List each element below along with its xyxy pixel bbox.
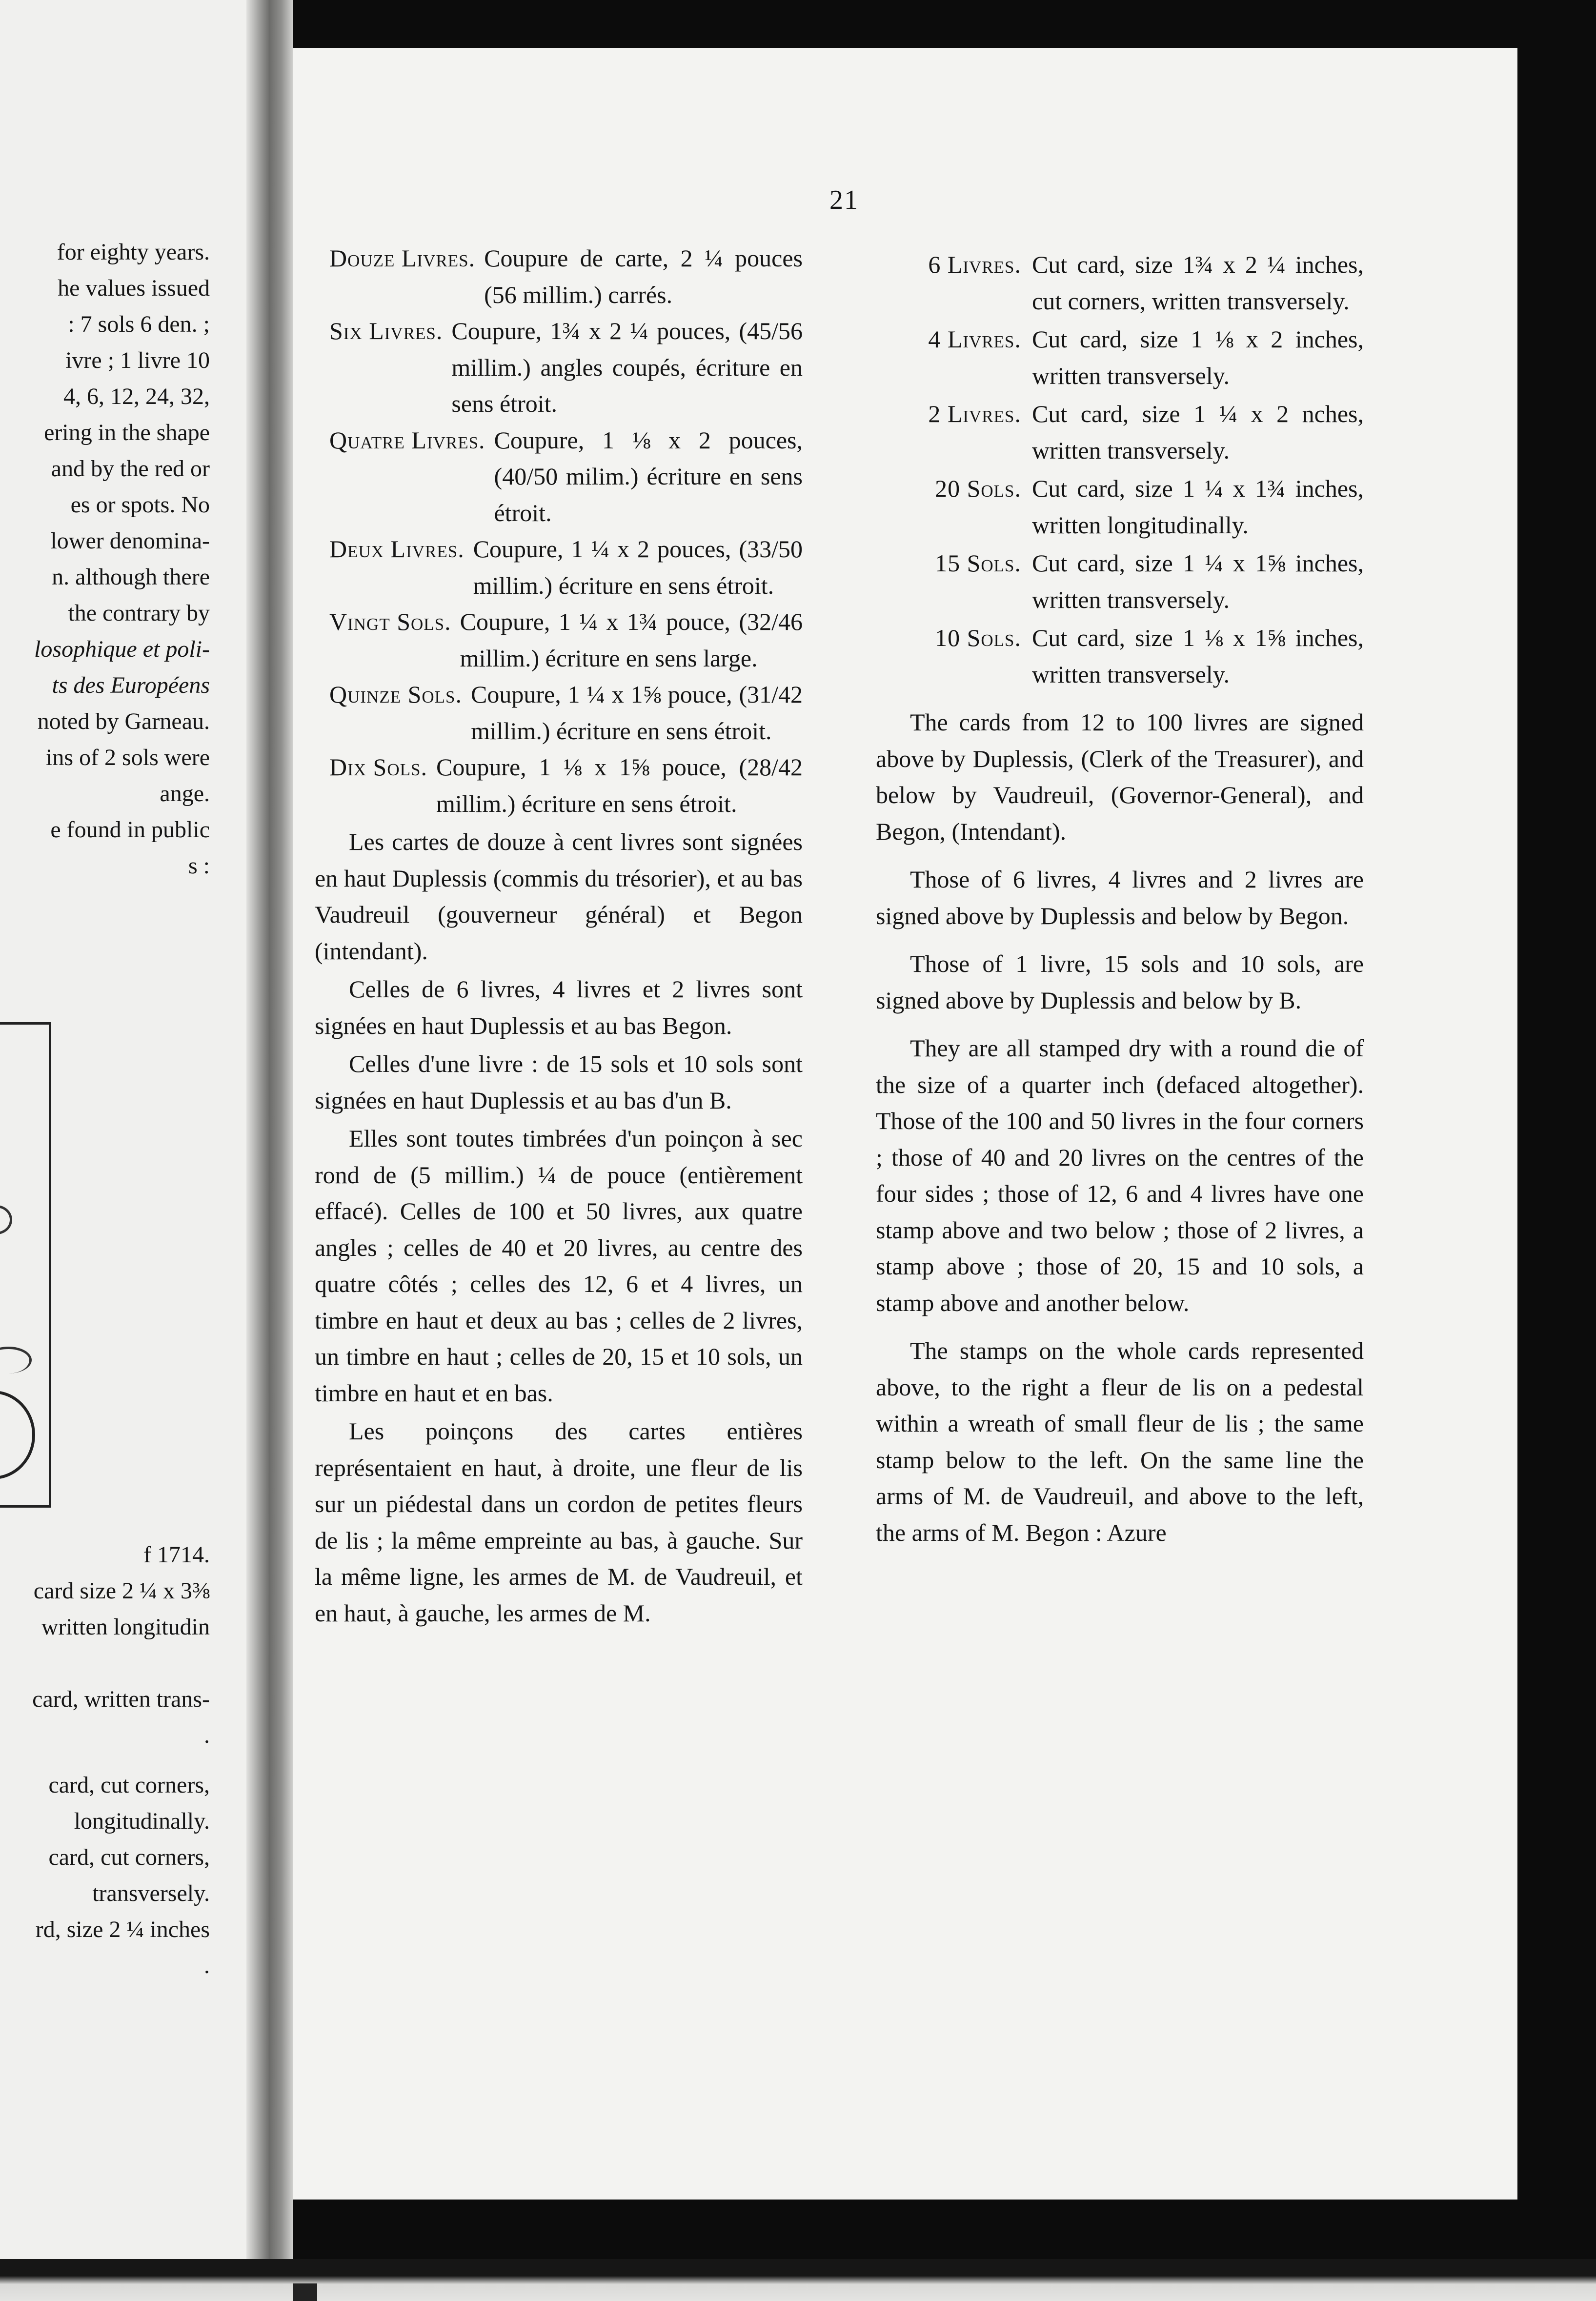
denomination-text: Coupure, 1 ¼ x 2 pouces, (33/50 millim.) écriture en sens étroit.: [473, 535, 803, 599]
denomination-label: 20 Sols.: [935, 475, 1021, 502]
french-column: [315, 240, 803, 1631]
paragraph: Les cartes de douze à cent livres sont signées en haut Duplessis (commis du trésorier), et au bas Vaudreuil (gouverneur général) et Begon (intendant).: [315, 828, 803, 965]
fragment-line: ivre ; 1 livre 10: [65, 347, 210, 373]
fragment-line: rd, size 2 ¼ inches: [35, 1917, 210, 1942]
denomination-text: Coupure, 1 ¼ x 1⅝ pouce, (31/42 millim.) écriture en sens étroit.: [471, 681, 803, 745]
fragment-line: card, cut corners,: [48, 1844, 210, 1870]
paragraph: Celles de 6 livres, 4 livres et 2 livres sont signées en haut Duplessis et au bas Begon.: [315, 975, 803, 1039]
denomination-label: 2 Livres.: [928, 400, 1021, 427]
fragment-line: longitudinally.: [74, 1808, 210, 1834]
fragment-line: s :: [188, 853, 210, 879]
denomination-text: Cut card, size 1¾ x 2 ¼ inches, cut corners, written transversely.: [1032, 251, 1364, 315]
denomination-text: Coupure, 1 ⅛ x 2 pouces, (40/50 milim.) écriture en sens étroit.: [494, 426, 803, 526]
fragment-line: card, written trans-: [32, 1686, 210, 1712]
fragment-line: card size 2 ¼ x 3⅜: [33, 1578, 210, 1604]
paragraph: Elles sont toutes timbrées d'un poinçon à sec rond de (5 millim.) ¼ de pouce (entièrement effacé). Celles de 100 et 50 livres, aux quatre angles ; celles de 40 et 20 livres, au centre des quatre côtés ; celles des 12, 6 et 4 livres, un timbre en haut et deux au bas ; celles de 2 livres, un timbre en haut ; celles de 20, 15 et 10 sols, un timbre en haut et en bas.: [315, 1125, 803, 1407]
denomination-label: Douze Livres.: [329, 244, 476, 272]
fragment-line: card, cut corners,: [48, 1772, 210, 1798]
fragment-line: ins of 2 sols were: [46, 745, 210, 770]
fragment-line: transversely.: [92, 1880, 210, 1906]
english-column: [876, 246, 1364, 1551]
denomination-text: Cut card, size 1 ⅛ x 1⅝ inches, written transversely.: [1032, 624, 1364, 688]
paragraph: Those of 1 livre, 15 sols and 10 sols, are signed above by Duplessis and below by B.: [876, 950, 1364, 1014]
fragment-line: .: [204, 1722, 210, 1748]
denomination-label: Deux Livres.: [329, 535, 465, 563]
page-number: 21: [829, 185, 859, 215]
fragment-line: e found in public: [50, 817, 210, 843]
denomination-entry: [329, 422, 803, 531]
fragment-line: ange.: [160, 781, 210, 807]
paragraph: Les poinçons des cartes entières représentaient en haut, à droite, une fleur de lis sur un piédestal dans un cordon de petites fleurs de lis ; la même empreinte au bas, à gauche. Sur la même ligne, les armes de M. de Vaudreuil, et en haut, à gauche, les armes de M.: [315, 1417, 803, 1627]
denomination-label: Quinze Sols.: [329, 681, 463, 708]
fragment-line: losophique et poli-: [34, 636, 210, 662]
fragment-line: lower denomina-: [50, 528, 210, 554]
denomination-entry: [876, 620, 1364, 692]
denomination-label: Quatre Livres.: [329, 426, 485, 454]
denomination-entry: [876, 246, 1364, 319]
paragraph: The stamps on the whole cards represented above, to the right a fleur de lis on a pedestal within a wreath of small fleur de lis ; the same stamp below to the left. On the same line the arms of M. de Vaudreuil, and above to the left, the arms of M. Begon : Azure: [876, 1337, 1364, 1546]
fragment-line: ering in the shape: [44, 420, 210, 445]
denomination-entry: [876, 470, 1364, 543]
denomination-entry: [876, 545, 1364, 618]
denomination-text: Coupure, 1 ⅛ x 1⅝ pouce, (28/42 millim.) écriture en sens étroit.: [436, 753, 803, 817]
fragment-line: written longitudin: [41, 1614, 210, 1640]
denomination-entry: [876, 396, 1364, 468]
paragraph: Those of 6 livres, 4 livres and 2 livres are signed above by Duplessis and below by Begon.: [876, 866, 1364, 929]
fragment-line: es or spots. No: [70, 492, 210, 518]
denomination-entry: [876, 321, 1364, 394]
paragraph: Celles d'une livre : de 15 sols et 10 sols sont signées en haut Duplessis et au bas d'un B.: [315, 1050, 803, 1114]
denomination-text: Cut card, size 1 ¼ x 2 nches, written transversely.: [1032, 400, 1364, 464]
scan-background: [1517, 0, 1596, 2301]
fragment-line: ts des Européens: [52, 672, 210, 698]
denomination-text: Cut card, size 1 ¼ x 1¾ inches, written longitudinally.: [1032, 475, 1364, 539]
fragment-line: .: [204, 1953, 210, 1978]
next-page-gutter: [293, 2283, 317, 2301]
denomination-text: Cut card, size 1 ¼ x 1⅝ inches, written transversely.: [1032, 549, 1364, 613]
fragment-line: for eighty years.: [57, 239, 210, 265]
denomination-text: Cut card, size 1 ⅛ x 2 inches, written transversely.: [1032, 325, 1364, 389]
book-gutter: [246, 0, 293, 2274]
denomination-label: 6 Livres.: [928, 251, 1021, 278]
denomination-label: 10 Sols.: [935, 624, 1021, 651]
paragraph: They are all stamped dry with a round die of the size of a quarter inch (defaced altogether). Those of the 100 and 50 livres in the four corners ; those of 40 and 20 livres on the centres of the four sides ; those of 12, 6 and 4 livres have one stamp above and two below ; those of 2 livres, a stamp above ; those of 20, 15 and 10 sols, a stamp above and another below.: [876, 1034, 1364, 1316]
fragment-line: the contrary by: [68, 600, 210, 626]
next-page-edge: [0, 2259, 1596, 2301]
denomination-text: Coupure de carte, 2 ¼ pouces (56 millim.) carrés.: [484, 244, 803, 308]
denomination-entry: [329, 240, 803, 313]
left-page-fragment: [0, 0, 278, 2264]
fragment-line: : 7 sols 6 den. ;: [68, 311, 210, 337]
denomination-entry: [329, 604, 803, 676]
fragment-line: 4, 6, 12, 24, 32,: [63, 384, 210, 409]
denomination-label: 4 Livres.: [928, 325, 1021, 353]
denomination-label: Vingt Sols.: [329, 608, 451, 635]
fragment-line: f 1714.: [143, 1542, 210, 1568]
denomination-label: 15 Sols.: [935, 549, 1021, 577]
paragraph: The cards from 12 to 100 livres are signed above by Duplessis, (Clerk of the Treasurer), and below by Vaudreuil, (Governor-General), and Begon, (Intendant).: [876, 708, 1364, 845]
denomination-entry: [329, 749, 803, 822]
denomination-entry: [329, 531, 803, 604]
denomination-text: Coupure, 1¾ x 2 ¼ pouces, (45/56 millim.) angles coupés, écriture en sens étroit.: [451, 317, 803, 417]
denomination-entry: [329, 313, 803, 422]
denomination-label: Dix Sols.: [329, 753, 427, 781]
fragment-line: noted by Garneau.: [37, 708, 210, 734]
fragment-line: n. although there: [52, 564, 210, 590]
denomination-text: Coupure, 1 ¼ x 1¾ pouce, (32/46 millim.) écriture en sens large.: [460, 608, 803, 672]
fragment-line: he values issued: [58, 275, 210, 301]
denomination-label: Six Livres.: [329, 317, 443, 344]
denomination-entry: [329, 676, 803, 749]
fragment-line: and by the red or: [51, 456, 210, 482]
